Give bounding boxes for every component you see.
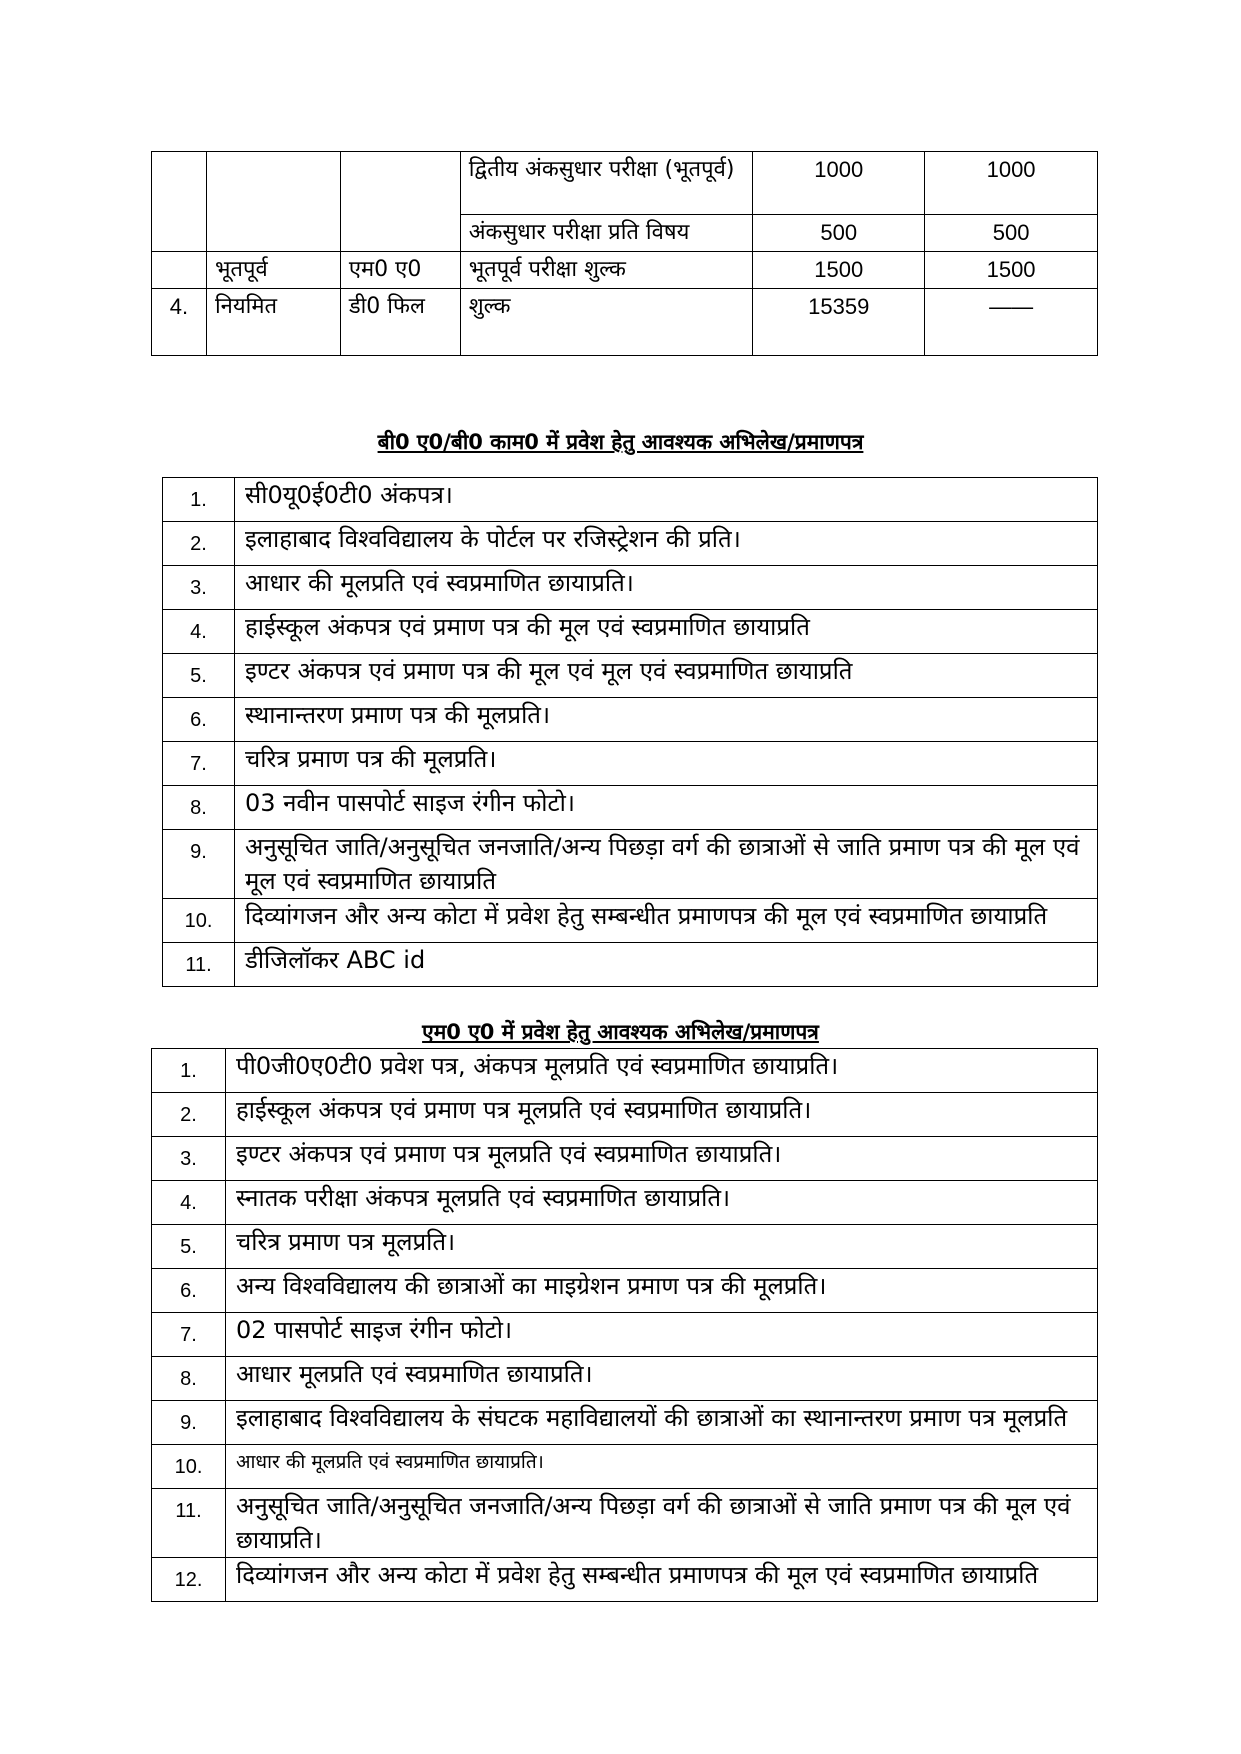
fee-cell: एम0 ए0 xyxy=(340,252,460,289)
fee-cell xyxy=(152,152,207,252)
list-item xyxy=(152,1093,1098,1137)
serial-number: 5. xyxy=(152,1225,226,1269)
serial-number: 4. xyxy=(163,610,235,654)
table-row xyxy=(152,252,1098,289)
document-requirement: इण्टर अंकपत्र एवं प्रमाण पत्र मूलप्रति एवं स्वप्रमाणित छायाप्रति। xyxy=(226,1137,1098,1181)
serial-number: 3. xyxy=(152,1137,226,1181)
document-requirement: डीजिलॉकर ABC id xyxy=(235,943,1098,987)
list-item xyxy=(163,566,1098,610)
document-requirement: स्नातक परीक्षा अंकपत्र मूलप्रति एवं स्वप्रमाणित छायाप्रति। xyxy=(226,1181,1098,1225)
list-item xyxy=(163,742,1098,786)
fee-cell: भूतपूर्व परीक्षा शुल्क xyxy=(460,252,753,289)
fee-cell: 500 xyxy=(925,215,1098,252)
document-requirement: स्थानान्तरण प्रमाण पत्र की मूलप्रति। xyxy=(235,698,1098,742)
fee-cell: 1500 xyxy=(753,252,925,289)
list-item xyxy=(163,522,1098,566)
serial-number: 8. xyxy=(163,786,235,830)
list-item xyxy=(152,1357,1098,1401)
document-requirement: इलाहाबाद विश्वविद्यालय के संघटक महाविद्यालयों की छात्राओं का स्थानान्तरण प्रमाण पत्र मूलप्रति xyxy=(226,1401,1098,1445)
list-item xyxy=(152,1401,1098,1445)
list-item xyxy=(163,478,1098,522)
serial-number: 10. xyxy=(152,1445,226,1489)
fee-cell: नियमित xyxy=(206,289,340,356)
list-item xyxy=(152,1269,1098,1313)
table-row xyxy=(152,289,1098,356)
document-requirement: सी0यू0ई0टी0 अंकपत्र। xyxy=(235,478,1098,522)
fee-cell: 15359 xyxy=(753,289,925,356)
fee-cell: द्वितीय अंकसुधार परीक्षा (भूतपूर्व) xyxy=(460,152,753,215)
serial-number: 9. xyxy=(152,1401,226,1445)
list-item xyxy=(163,830,1098,899)
list-item xyxy=(163,610,1098,654)
fee-cell: —— xyxy=(925,289,1098,356)
document-requirement: इलाहाबाद विश्वविद्यालय के पोर्टल पर रजिस्ट्रेशन की प्रति। xyxy=(235,522,1098,566)
fee-cell xyxy=(206,152,340,252)
serial-number: 5. xyxy=(163,654,235,698)
ba-section-heading: बी0 ए0/बी0 काम0 में प्रवेश हेतु आवश्यक अभिलेख/प्रमाणपत्र xyxy=(377,430,864,454)
document-requirement: अनुसूचित जाति/अनुसूचित जनजाति/अन्य पिछड़ा वर्ग की छात्राओं से जाति प्रमाण पत्र की मूल एवं छायाप्रति। xyxy=(226,1489,1098,1558)
serial-number: 1. xyxy=(152,1049,226,1093)
fee-cell xyxy=(340,152,460,252)
list-item xyxy=(152,1313,1098,1357)
fee-cell: अंकसुधार परीक्षा प्रति विषय xyxy=(460,215,753,252)
fee-cell: 1000 xyxy=(925,152,1098,215)
document-requirement: इण्टर अंकपत्र एवं प्रमाण पत्र की मूल एवं मूल एवं स्वप्रमाणित छायाप्रति xyxy=(235,654,1098,698)
serial-number: 12. xyxy=(152,1558,226,1602)
ba-documents-table xyxy=(162,477,1098,987)
list-item xyxy=(163,786,1098,830)
ma-documents-table xyxy=(151,1048,1098,1602)
list-item xyxy=(163,654,1098,698)
serial-number: 9. xyxy=(163,830,235,899)
serial-number: 8. xyxy=(152,1357,226,1401)
ma-section-heading: एम0 ए0 में प्रवेश हेतु आवश्यक अभिलेख/प्रमाणपत्र xyxy=(422,1020,819,1044)
table-row xyxy=(152,152,1098,215)
fee-table xyxy=(151,151,1098,356)
list-item xyxy=(152,1445,1098,1489)
document-requirement: दिव्यांगजन और अन्य कोटा में प्रवेश हेतु सम्बन्धीत प्रमाणपत्र की मूल एवं स्वप्रमाणित छायाप्रति xyxy=(235,899,1098,943)
document-requirement: दिव्यांगजन और अन्य कोटा में प्रवेश हेतु सम्बन्धीत प्रमाणपत्र की मूल एवं स्वप्रमाणित छायाप्रति xyxy=(226,1558,1098,1602)
document-requirement: 03 नवीन पासपोर्ट साइज रंगीन फोटो। xyxy=(235,786,1098,830)
serial-number: 1. xyxy=(163,478,235,522)
list-item xyxy=(163,943,1098,987)
fee-cell: 4. xyxy=(152,289,207,356)
list-item xyxy=(163,899,1098,943)
serial-number: 7. xyxy=(163,742,235,786)
list-item xyxy=(152,1558,1098,1602)
serial-number: 6. xyxy=(152,1269,226,1313)
fee-cell xyxy=(152,252,207,289)
fee-cell: 1000 xyxy=(753,152,925,215)
serial-number: 6. xyxy=(163,698,235,742)
serial-number: 10. xyxy=(163,899,235,943)
list-item xyxy=(152,1181,1098,1225)
serial-number: 11. xyxy=(163,943,235,987)
document-requirement: हाईस्कूल अंकपत्र एवं प्रमाण पत्र मूलप्रति एवं स्वप्रमाणित छायाप्रति। xyxy=(226,1093,1098,1137)
document-requirement: चरित्र प्रमाण पत्र की मूलप्रति। xyxy=(235,742,1098,786)
fee-cell: 500 xyxy=(753,215,925,252)
fee-cell: डी0 फिल xyxy=(340,289,460,356)
list-item xyxy=(152,1137,1098,1181)
document-requirement: आधार मूलप्रति एवं स्वप्रमाणित छायाप्रति। xyxy=(226,1357,1098,1401)
fee-cell: 1500 xyxy=(925,252,1098,289)
list-item xyxy=(152,1225,1098,1269)
serial-number: 2. xyxy=(152,1093,226,1137)
serial-number: 2. xyxy=(163,522,235,566)
serial-number: 4. xyxy=(152,1181,226,1225)
document-requirement: आधार की मूलप्रति एवं स्वप्रमाणित छायाप्रति। xyxy=(226,1445,1098,1489)
list-item xyxy=(163,698,1098,742)
document-requirement: चरित्र प्रमाण पत्र मूलप्रति। xyxy=(226,1225,1098,1269)
document-requirement: 02 पासपोर्ट साइज रंगीन फोटो। xyxy=(226,1313,1098,1357)
list-item xyxy=(152,1489,1098,1558)
document-requirement: अन्य विश्वविद्यालय की छात्राओं का माइग्रेशन प्रमाण पत्र की मूलप्रति। xyxy=(226,1269,1098,1313)
fee-cell: शुल्क xyxy=(460,289,753,356)
document-requirement: पी0जी0ए0टी0 प्रवेश पत्र, अंकपत्र मूलप्रति एवं स्वप्रमाणित छायाप्रति। xyxy=(226,1049,1098,1093)
serial-number: 7. xyxy=(152,1313,226,1357)
document-requirement: अनुसूचित जाति/अनुसूचित जनजाति/अन्य पिछड़ा वर्ग की छात्राओं से जाति प्रमाण पत्र की मूल एवं मूल एवं स्वप्रमाणित छायाप्रति xyxy=(235,830,1098,899)
document-requirement: हाईस्कूल अंकपत्र एवं प्रमाण पत्र की मूल एवं स्वप्रमाणित छायाप्रति xyxy=(235,610,1098,654)
fee-cell: भूतपूर्व xyxy=(206,252,340,289)
serial-number: 11. xyxy=(152,1489,226,1558)
document-requirement: आधार की मूलप्रति एवं स्वप्रमाणित छायाप्रति। xyxy=(235,566,1098,610)
list-item xyxy=(152,1049,1098,1093)
serial-number: 3. xyxy=(163,566,235,610)
